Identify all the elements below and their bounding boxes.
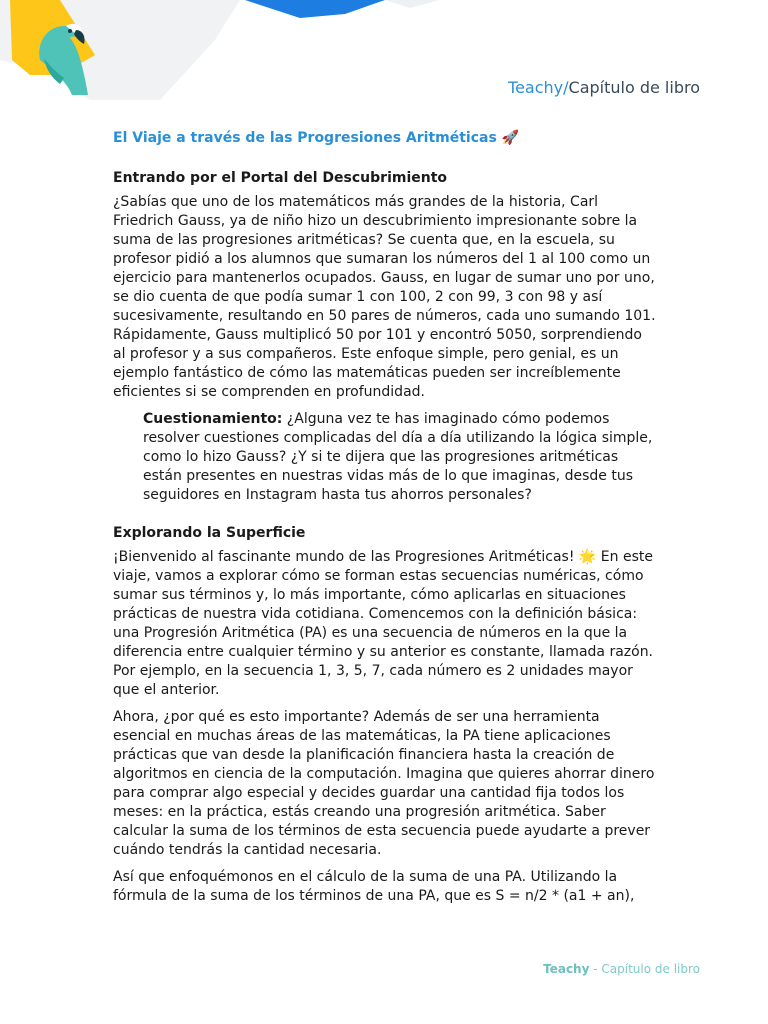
paragraph: Así que enfoquémonos en el cálculo de la suma de una PA. Utilizando la fórmula de la suma de los términos de una PA, que es S = n/2 * (a1 + an), bbox=[113, 869, 635, 904]
footer-section: Capítulo de libro bbox=[601, 962, 700, 976]
section-heading-surface: Explorando la Superficie bbox=[113, 525, 306, 541]
document-title: El Viaje a través de las Progresiones Aritméticas 🚀 bbox=[113, 130, 520, 146]
brand-name[interactable]: Teachy bbox=[508, 78, 564, 97]
breadcrumb-separator: / bbox=[563, 78, 569, 97]
blue-shape bbox=[245, 0, 385, 18]
section-heading-discovery: Entrando por el Portal del Descubrimiento bbox=[113, 170, 448, 186]
question-text: ¿Alguna vez te has imaginado cómo podemos resolver cuestiones complicadas del día a día utilizando la lógica simple, como lo hizo Gauss? ¿Y si te dijera que las progresiones aritméticas están presentes en nuestras vidas más de lo que imaginas, desde tus seguidores en Instagram hasta tus ahorros personales? bbox=[143, 411, 653, 503]
paragraph: ¡Bienvenido al fascinante mundo de las Progresiones Aritméticas! 🌟 En este viaje, vamos a explorar cómo se forman estas secuencias numéricas, cómo sumar sus términos y, lo más importante, cómo aplicarlas en situaciones prácticas de nuestra vida cotidiana. Comencemos con la definición básica: una Progresión Aritmética (PA) es una secuencia de números en la que la diferencia entre cualquier término y su anterior es constante, llamada razón. Por ejemplo, en la secuencia 1, 3, 5, 7, cada número es 2 unidades mayor que el anterior. bbox=[113, 549, 654, 698]
header-breadcrumb bbox=[508, 78, 700, 97]
footer-brand: Teachy bbox=[543, 962, 590, 976]
section-label: Capítulo de libro bbox=[568, 78, 700, 97]
question-label: Cuestionamiento: bbox=[143, 411, 283, 427]
footer-separator: - bbox=[589, 962, 602, 976]
page-footer bbox=[543, 962, 700, 976]
grey-shape-right bbox=[385, 0, 440, 8]
paragraph: Ahora, ¿por qué es esto importante? Además de ser una herramienta esencial en muchas áreas de las matemáticas, la PA tiene aplicaciones prácticas que van desde la planificación financiera hasta la creación de algoritmos en ciencia de la computación. Imagina que quieres ahorrar dinero para comprar algo especial y decides guardar una cantidad fija todos los meses: en la práctica, estás creando una progresión aritmética. Saber calcular la suma de los términos de esta secuencia puede ayudarte a prever cuándo tendrás la cantidad necesaria. bbox=[113, 709, 655, 858]
question-block bbox=[143, 410, 658, 505]
paragraph: ¿Sabías que uno de los matemáticos más grandes de la historia, Carl Friedrich Gauss, ya de niño hizo un descubrimiento impresionante sobre la suma de las progresiones aritméticas? Se cuenta que, en la escuela, su profesor pidió a los alumnos que sumaran los números del 1 al 100 como un ejercicio para mantenerlos ocupados. Gauss, en lugar de sumar uno por uno, se dio cuenta de que podía sumar 1 con 100, 2 con 99, 3 con 98 y así sucesivamente, resultando en 50 pares de números, cada uno sumando 101. Rápidamente, Gauss multiplicó 50 por 101 y encontró 5050, sorprendiendo al profesor y a sus compañeros. Este enfoque simple, pero genial, es un ejemplo fantástico de cómo las matemáticas pueden ser increíblemente eficientes si se comprenden en profundidad. bbox=[113, 194, 656, 400]
document-body bbox=[113, 128, 658, 914]
